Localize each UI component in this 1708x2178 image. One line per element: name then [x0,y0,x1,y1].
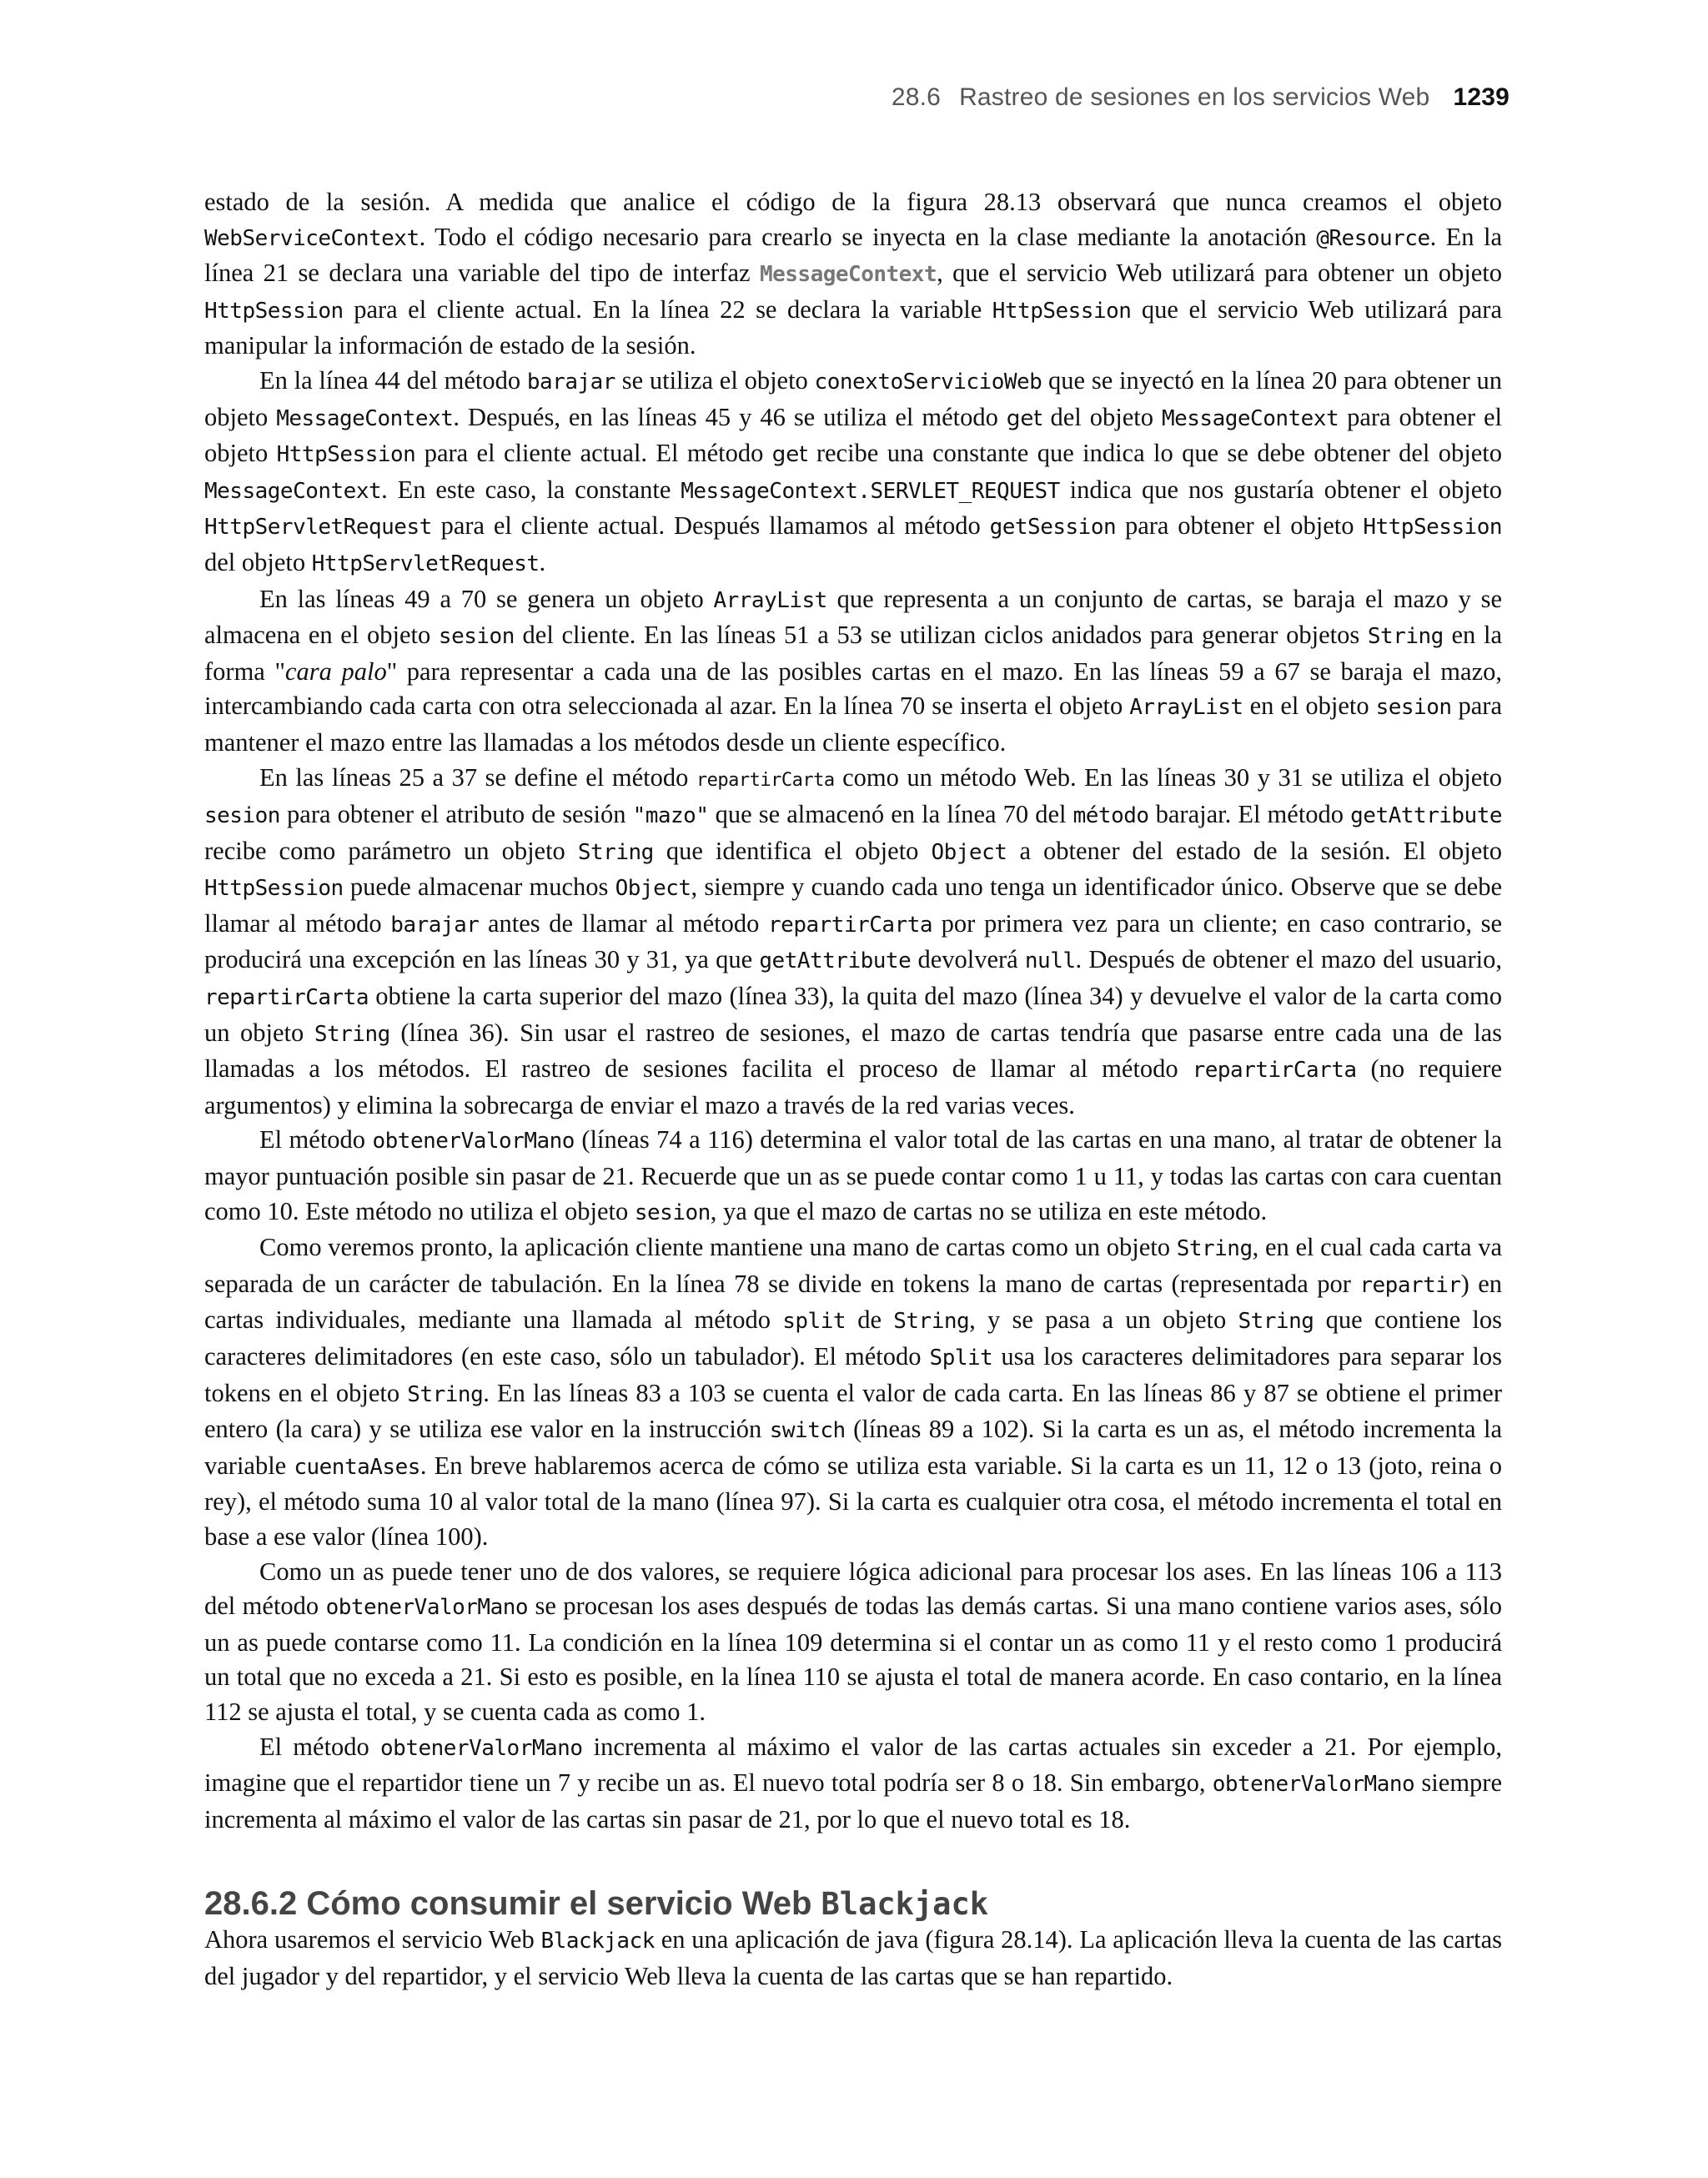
text-run: . Todo el código necesario para crearlo se inyecta en la clase mediante la anotación [419,222,1317,251]
text-run: se utiliza el objeto [615,365,815,395]
text-run: . En breve hablaremos acerca de cómo se utiliza esta variable. Si la carta es un 11, 12 o 13 (joto, reina o rey), el método suma 10 al valor total de la mano (línea 97). Si la carta es cualquier otra cosa, el método incrementa el total en base a ese valor (línea 100). [204,1451,1502,1551]
code-run: HttpSession [276,442,416,468]
header-section-title: Rastreo de sesiones en los servicios Web [959,83,1430,111]
text-run: antes de llamar al método [479,908,769,938]
code-run: String [577,839,654,865]
text-run: puede almacenar muchos [343,873,615,902]
code-run: obtenerValorMano [1212,1772,1415,1798]
text-run: indica que nos gustaría obtener el objeto [1059,475,1502,504]
text-run: obtiene la carta superior del mazo (línea 33), la quita del mazo (línea 34) y devuelve el valor de la carta como un objeto [204,982,1502,1047]
text-run: incrementa al máximo el valor de las cartas actuales sin exceder a 21. Por ejemplo, imagine que el repartidor tiene un 7 y recibe un as. El nuevo total podría ser 8 o 18. Sin embargo, [204,1732,1502,1798]
code-run: repartirCarta [1192,1058,1357,1084]
code-run: HttpSession [1363,515,1503,541]
text-run: , en el cual cada carta va separada de un carácter de tabulación. En la línea 78 se divide en tokens la mano de cartas (representada por [204,1233,1502,1298]
text-run: (líneas 74 a 116) determina el valor total de las cartas en una mano, al tratar de obtener la mayor puntuación posible sin pasar de 21. Recuerde que un as se puede contar como 1 u 11, y todas las cartas con cara cuentan como 10. Este método no utiliza el objeto [204,1125,1502,1225]
paragraph-3 [204,582,1502,761]
code-run: null [1024,948,1076,974]
header-section-number: 28.6 [891,83,942,111]
text-run: que se inyectó en la línea 20 para obtener un objeto [204,365,1502,431]
text-run: para obtener el atributo de sesión [279,800,633,829]
text-run: barajar. El método [1148,800,1351,829]
code-run: repartirCarta [696,769,835,791]
text-run: . Después, en las líneas 45 y 46 se utiliza el método [453,402,1007,431]
sans-run: get [771,442,808,468]
code-run: getSession [989,515,1117,541]
text-run: para obtener el objeto [1116,511,1364,541]
code-run: getAttribute [1350,803,1502,829]
text-run: estado de la sesión. A medida que analice el código de la figura 28.13 observará que nunca creamos el objeto [204,188,1502,216]
text-run: (no requiere argumentos) y elimina la sobrecarga de enviar el mazo a través de la red varias veces. [204,1054,1502,1119]
text-run: El método [259,1732,381,1761]
text-run: para el cliente actual. Después llamamos al método [431,511,990,541]
text-run: para el cliente actual. El método [415,439,772,468]
code-run: cuentaAses [294,1454,420,1480]
text-run: En las líneas 25 a 37 se define el método [259,762,696,792]
text-run: Ahora usaremos el servicio Web [204,1925,541,1954]
text-run: que contiene los caracteres delimitadores (en este caso, sólo un tabulador). El método [204,1305,1502,1371]
text-run: que el servicio Web utilizará para manipular la información de estado de la sesión. [204,294,1502,360]
text-run: . En la línea 21 se declara una variable del tipo de interfaz [204,222,1502,288]
code-run: obtenerValorMano [380,1735,583,1761]
code-run: sesion [1375,695,1452,721]
page-number: 1239 [1453,83,1510,111]
code-run: MessageContext [204,478,382,504]
text-run: por primera vez para un cliente; en caso contrario, se producirá una excepción en las líneas 30 y 31, ya que [204,908,1503,974]
text-run: En la línea 44 del método [259,365,527,395]
subsection-heading [204,1885,1502,1923]
text-run: en la forma " [204,621,1503,686]
code-run: getAttribute [759,948,912,974]
text-run: . [539,547,546,576]
code-run: sesion [204,803,280,829]
code-run: HttpSession [204,298,344,324]
text-run: se procesan los ases después de todas las demás cartas. Si una mano contiene varios ases, sólo un as puede contarse como 11. La condición en la línea 109 determina si el contar un as como 11 y el resto como 1 producirá un total que no exceda a 21. Si esto es posible, en la línea 110 se ajusta el total de manera acorde. En caso contario, en la línea 112 se ajusta el total, y se cuenta cada as como 1. [204,1592,1502,1726]
text-run: . En las líneas 83 a 103 se cuenta el valor de cada carta. En las líneas 86 y 87 se obtiene el primer entero (la cara) y se utiliza ese valor en la instrucción [204,1378,1502,1444]
code-run: String [1238,1309,1314,1335]
text-run: del objeto [1042,402,1162,431]
code-run: ArrayList [713,587,827,613]
code-run: Split [929,1346,993,1371]
code-run: String [314,1021,390,1047]
paragraph-9 [204,1923,1502,1994]
text-run: que identifica el objeto [653,836,932,865]
text-run: , ya que el mazo de cartas no se utiliza en este método. [710,1196,1268,1225]
text-run: En las líneas 49 a 70 se genera un objeto [259,584,714,613]
code-run: repartir [1359,1272,1461,1298]
code-run: sesion [438,624,515,650]
subsection-code: Blackjack [821,1886,989,1923]
text-run: recibe una constante que indica lo que se debe obtener del objeto [807,439,1502,468]
running-header [892,83,1510,112]
code-run: HttpServletRequest [204,515,432,541]
text-run: Como un as puede tener uno de dos valores, se requiere lógica adicional para procesar los ases. En las líneas 106 a 113 del método [204,1557,1502,1621]
paragraph-2 [204,364,1502,582]
text-run: de [846,1305,894,1335]
paragraph-4 [204,761,1502,1124]
code-run: sesion [634,1200,711,1225]
code-run: HttpSession [204,876,344,902]
text-run: del cliente. En las líneas 51 a 53 se utilizan ciclos anidados para generar objetos [514,621,1368,650]
text-run: recibe como parámetro un objeto [204,836,578,865]
text-run: Como veremos pronto, la aplicación cliente mantiene una mano de cartas como un objeto [259,1233,1177,1262]
subsection-title: 28.6.2 Cómo consumir el servicio Web [204,1885,821,1923]
paragraph-1 [204,185,1502,364]
code-run: MessageContext [1161,405,1339,431]
code-run: String [893,1309,970,1335]
text-run: en el objeto [1243,692,1376,721]
paragraph-5 [204,1123,1502,1230]
text-run: , que el servicio Web utilizará para obtener un objeto [937,259,1503,288]
code-run: String [407,1381,484,1407]
code-run: String [1176,1236,1253,1262]
text-run: El método [259,1125,373,1154]
code-run: barajar [390,912,480,938]
text-run: ) en cartas individuales, mediante una llamada al método [204,1269,1502,1335]
text-run: siempre incrementa al máximo el valor de las cartas sin pasar de 21, por lo que el nuevo total es 18. [204,1768,1502,1833]
code-run: conextoServicioWeb [814,369,1042,395]
code-run: "mazo" [632,803,709,829]
text-run: que se almacenó en la línea 70 del [708,800,1073,829]
code-run: HttpServletRequest [311,551,540,576]
text-run: en una aplicación de java (figura 28.14). La aplicación lleva la cuenta de las cartas del jugador y del repartidor, y el servicio Web lleva la cuenta de las cartas que se han repartido. [204,1925,1503,1990]
paragraph-7 [204,1555,1502,1730]
text-run: . Después de obtener el mazo del usuario, [1075,945,1502,974]
code-run: repartirCarta [768,912,933,938]
text-run: , siempre y cuando cada uno tenga un identificador único. Observe que se debe llamar al método [204,873,1503,938]
code-run: String [1367,624,1444,650]
code-run: WebServiceContext [204,225,419,251]
code-run: repartirCarta [204,985,369,1011]
text-run: (líneas 89 a 102). Si la carta es un as, el método incrementa la variable [204,1415,1503,1480]
text-run: para el cliente actual. En la línea 22 se declara la variable [343,294,992,324]
text-run: como un método Web. En las líneas 30 y 31 se utiliza el objeto [834,762,1502,792]
code-run: Blackjack [540,1929,655,1954]
code-run: MessageContext.SERVLET_REQUEST [681,478,1060,504]
sans-run: get [1006,405,1042,431]
code-run: MessageContext [276,405,454,431]
paragraph-6 [204,1230,1502,1554]
code-run: ArrayList [1129,695,1243,721]
text-run: , y se pasa a un objeto [969,1305,1238,1335]
text-run: para mantener el mazo entre las llamadas a los métodos desde un cliente específico. [204,692,1502,757]
text-run: devolverá [911,945,1025,974]
code-run: switch [769,1418,846,1444]
code-run: @Resource [1316,225,1430,251]
code-run-bold: MessageContext [759,262,937,288]
text-run: . En este caso, la constante [381,475,681,504]
text-run: para obtener el objeto [204,402,1502,468]
text-run: (línea 36). Sin usar el rastreo de sesiones, el mazo de cartas tendría que pasarse entre cada una de las llamadas a los métodos. El rastreo de sesiones facilita el proceso de llamar al método [204,1018,1502,1084]
italic-run: cara palo [284,656,387,686]
code-run: Object [931,839,1007,865]
page-body [204,185,1502,1994]
code-run: Object [615,876,691,902]
code-run: barajar [526,369,615,395]
code-run: HttpSession [992,298,1132,324]
text-run: que representa a un conjunto de cartas, se baraja el mazo y se almacena en el objeto [204,584,1502,650]
text-run: usa los caracteres delimitadores para separar los tokens en el objeto [204,1342,1502,1407]
code-run: split [782,1309,846,1335]
code-run: obtenerValorMano [325,1595,529,1621]
code-run: método [1073,803,1149,829]
text-run: " para representar a cada una de las posibles cartas en el mazo. En las líneas 59 a 67 se baraja el mazo, intercambiando cada carta con otra seleccionada al azar. En la línea 70 se inserta el objeto [204,656,1502,721]
paragraph-8 [204,1730,1502,1838]
text-run: del objeto [204,547,312,576]
code-run: obtenerValorMano [372,1129,575,1154]
text-run: a obtener del estado de la sesión. El objeto [1007,836,1502,865]
